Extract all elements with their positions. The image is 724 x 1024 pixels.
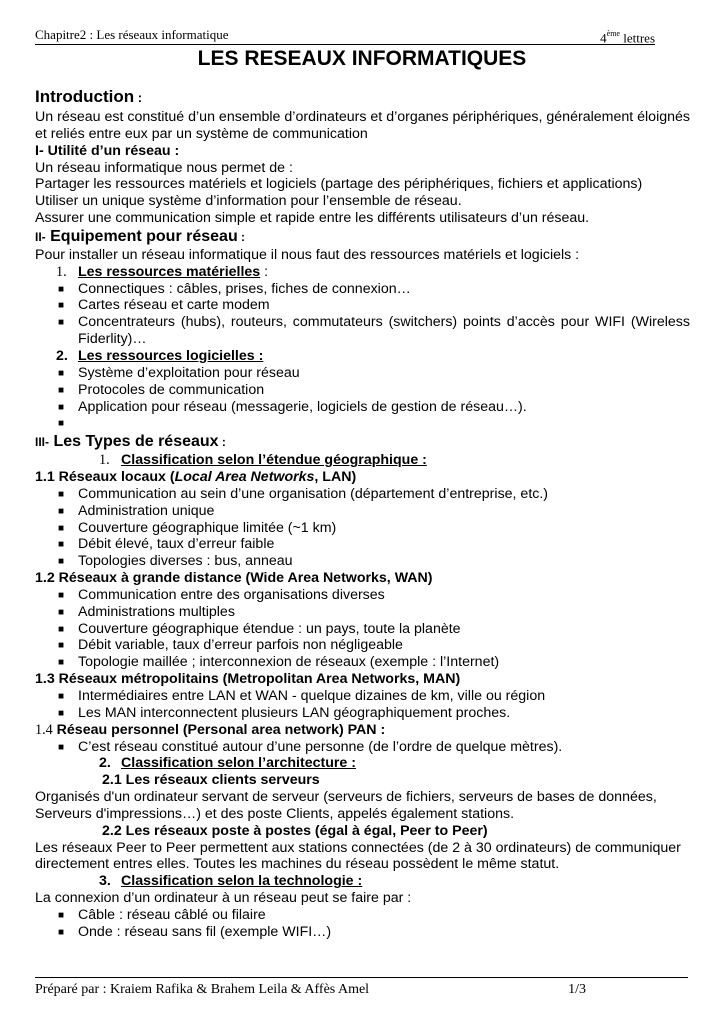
technology-list: [35, 907, 690, 941]
square-bullet-icon: ■: [58, 401, 65, 413]
square-bullet-icon: ■: [58, 623, 65, 635]
footer-authors: Préparé par : Kraiem Rafika & Brahem Leila & Affès Amel: [35, 982, 370, 997]
classification-1-number: 1.: [99, 452, 110, 469]
technology-intro: La connexion d’un ordinateur à un réseau peut se faire par :: [35, 890, 412, 907]
list-item-text: Intermédiaires entre LAN et WAN - quelque dizaines de km, ville ou région: [78, 688, 546, 704]
section-2-intro: Pour installer un réseau informatique il nous faut des ressources matériels et logiciels :: [35, 246, 580, 263]
square-bullet-icon: ■: [58, 691, 65, 702]
list-item-text: Les MAN interconnectent plusieurs LAN géographiquement proches.: [78, 704, 511, 721]
section-1-line: Utiliser un unique système d’information pour l’ensemble de réseau.: [35, 193, 462, 210]
section-1-line: Assurer une communication simple et rapide entre les différents utilisateurs d’un réseau.: [35, 210, 590, 227]
header-level-sup: ème: [606, 29, 620, 38]
list-item: [35, 486, 690, 503]
section-2-prefix: II-: [35, 229, 46, 244]
square-bullet-icon: ■: [58, 522, 65, 534]
pan-list: [35, 739, 690, 756]
lan-heading: [35, 469, 690, 486]
software-list: [35, 365, 690, 432]
list-item-text: Topologies diverses : bus, anneau: [78, 553, 293, 570]
list-item-text: Débit variable, taux d’erreur parfois non négligeable: [78, 637, 403, 654]
pan-number: 1.4: [35, 721, 53, 738]
list-item: [35, 503, 690, 520]
section-1-line: Un réseau informatique nous permet de :: [35, 159, 293, 176]
hardware-title: Les ressources matérielles: [78, 263, 261, 280]
header-chapter: Chapitre2 : Les réseaux informatique: [35, 27, 229, 42]
square-bullet-icon: ■: [58, 640, 65, 652]
section-3-colon: :: [218, 435, 226, 450]
list-item: [35, 382, 690, 399]
square-bullet-icon: ■: [58, 909, 65, 921]
square-bullet-icon: ■: [58, 317, 65, 329]
list-item: [35, 924, 690, 941]
hardware-colon: :: [260, 263, 269, 280]
list-item-text: Couverture géographique limitée (~1 km): [78, 519, 337, 536]
square-bullet-icon: ■: [58, 539, 65, 551]
square-bullet-icon: ■: [58, 657, 65, 669]
list-item-text: C’est réseau constitué autour d’une personne (de l’ordre de quelque mètres).: [78, 738, 563, 755]
list-item: [35, 604, 690, 621]
classification-2-title: Classification selon l’architecture :: [121, 755, 356, 772]
hardware-heading: [35, 264, 690, 281]
list-item-text: Application pour réseau (messagerie, logiciels de gestion de réseau…).: [78, 398, 527, 415]
list-item: [35, 415, 690, 432]
header-level-number: 4: [600, 30, 607, 46]
page-header: [35, 27, 655, 45]
client-server-heading: 2.1 Les réseaux clients serveurs: [102, 772, 320, 789]
classification-2-number: 2.: [99, 755, 111, 772]
square-bullet-icon: ■: [58, 418, 65, 430]
classification-1-title: Classification selon l’étendue géographique :: [121, 452, 427, 469]
classification-3-number: 3.: [99, 873, 111, 890]
list-item-text: Onde : réseau sans fil (exemple WIFI…): [78, 923, 332, 940]
client-server-text: Organisés d'un ordinateur servant de serveur (serveurs de fichiers, serveurs de bases de données, Serveurs d'impressions…) et des poste Clients, appelés également stations.: [35, 789, 657, 822]
intro-heading-text: Introduction: [35, 87, 135, 106]
classification-3-title: Classification selon la technologie :: [121, 873, 363, 890]
list-item-text: Couverture géographique étendue : un pays, toute la planète: [78, 620, 461, 637]
list-item-text: Concentrateurs (hubs), routeurs, commutateurs (switchers) points d’accès pour WIFI (Wireless Fiderlity)…: [78, 314, 690, 348]
list-item-text: Protocoles de communication: [78, 381, 265, 398]
lan-list: [35, 486, 690, 570]
hardware-number: 1.: [56, 263, 67, 280]
section-3-heading: [35, 432, 690, 452]
list-item: [35, 688, 690, 705]
lan-heading-italic: Local Area Networks: [174, 469, 315, 486]
page-title: LES RESEAUX INFORMATIQUES: [197, 47, 527, 70]
list-item: [35, 739, 690, 756]
square-bullet-icon: ■: [58, 606, 65, 618]
list-item-text: Système d’exploitation pour réseau: [78, 364, 300, 381]
list-item: [35, 297, 690, 314]
header-level: [600, 27, 655, 46]
pan-title: Réseau personnel (Personal area network) PAN :: [52, 721, 386, 738]
header-level-tail: lettres: [619, 30, 655, 46]
square-bullet-icon: ■: [58, 707, 65, 719]
wan-heading: 1.2 Réseaux à grande distance (Wide Area Networks, WAN): [35, 570, 433, 587]
square-bullet-icon: ■: [58, 300, 65, 312]
list-item: [35, 520, 690, 537]
square-bullet-icon: ■: [58, 926, 65, 938]
section-1-heading: I- Utilité d’un réseau :: [35, 142, 180, 159]
lan-heading-tail: , LAN): [314, 469, 357, 486]
man-list: [35, 688, 690, 722]
list-item-text: Cartes réseau et carte modem: [78, 297, 270, 314]
section-3-title: Les Types de réseaux: [49, 433, 219, 451]
document-body: [35, 86, 690, 941]
list-item: [35, 314, 690, 348]
peer-to-peer-text: Les réseaux Peer to Peer permettent aux stations connectées (de 2 à 30 ordinateurs) de communiquer directement entres elles. Toutes les machines du réseau possèdent le même statut.: [35, 839, 681, 873]
square-bullet-icon: ■: [58, 283, 65, 295]
square-bullet-icon: ■: [58, 505, 65, 517]
wan-list: [35, 587, 690, 671]
man-heading: 1.3 Réseaux métropolitains (Metropolitan Area Networks, MAN): [35, 671, 461, 688]
square-bullet-icon: ■: [58, 589, 65, 601]
list-item: [35, 587, 690, 604]
footer-page-number: 1/3: [568, 982, 586, 997]
list-item-text: Administration unique: [78, 502, 215, 519]
section-1-line: Partager les ressources matériels et logiciels (partage des périphériques, fichiers et applications): [35, 176, 643, 193]
section-2-title: Equipement pour réseau: [45, 227, 238, 245]
list-item: [35, 621, 690, 638]
peer-to-peer-heading: 2.2 Les réseaux poste à postes (égal à égal, Peer to Peer): [102, 822, 488, 839]
list-item-text: Topologie maillée ; interconnexion de réseaux (exemple : l’Internet): [78, 654, 500, 671]
section-3-prefix: III-: [35, 435, 49, 450]
list-item-text: Communication au sein d’une organisation (département d’entreprise, etc.): [78, 485, 549, 502]
square-bullet-icon: ■: [58, 741, 65, 753]
pan-heading: [35, 722, 690, 739]
list-item-text: Câble : réseau câblé ou filaire: [78, 906, 266, 923]
software-title: Les ressources logicielles :: [78, 347, 264, 364]
list-item-text: Administrations multiples: [78, 603, 235, 620]
classification-2-heading: [35, 755, 690, 772]
section-2-heading: [35, 227, 690, 247]
square-bullet-icon: ■: [58, 367, 65, 379]
square-bullet-icon: ■: [58, 488, 65, 500]
classification-3-heading: [35, 873, 690, 890]
list-item: [35, 399, 690, 416]
list-item-text: Débit élevé, taux d’erreur faible: [78, 536, 275, 553]
list-item: [35, 705, 690, 722]
hardware-list: [35, 281, 690, 348]
list-item: [35, 536, 690, 553]
intro-text: Un réseau est constitué d’un ensemble d’ordinateurs et d’organes périphériques, généralement éloignés et reliés entre eux par un système de communication: [35, 109, 690, 142]
list-item: [35, 637, 690, 654]
page-footer: [35, 977, 688, 997]
list-item: [35, 553, 690, 570]
classification-1-heading: [35, 452, 690, 469]
list-item-text: Communication entre des organisations diverses: [78, 586, 385, 603]
list-item: [35, 654, 690, 671]
square-bullet-icon: ■: [58, 384, 65, 396]
intro-heading-colon: :: [134, 90, 143, 105]
intro-heading: [35, 86, 690, 109]
list-item: [35, 907, 690, 924]
list-item-text: Connectiques : câbles, prises, fiches de connexion…: [78, 280, 411, 297]
lan-heading-text: 1.1 Réseaux locaux (: [35, 469, 175, 486]
square-bullet-icon: ■: [58, 556, 65, 568]
software-heading: [35, 348, 690, 365]
section-2-colon: :: [237, 229, 246, 244]
software-number: 2.: [56, 347, 68, 364]
list-item: [35, 281, 690, 298]
list-item: [35, 365, 690, 382]
